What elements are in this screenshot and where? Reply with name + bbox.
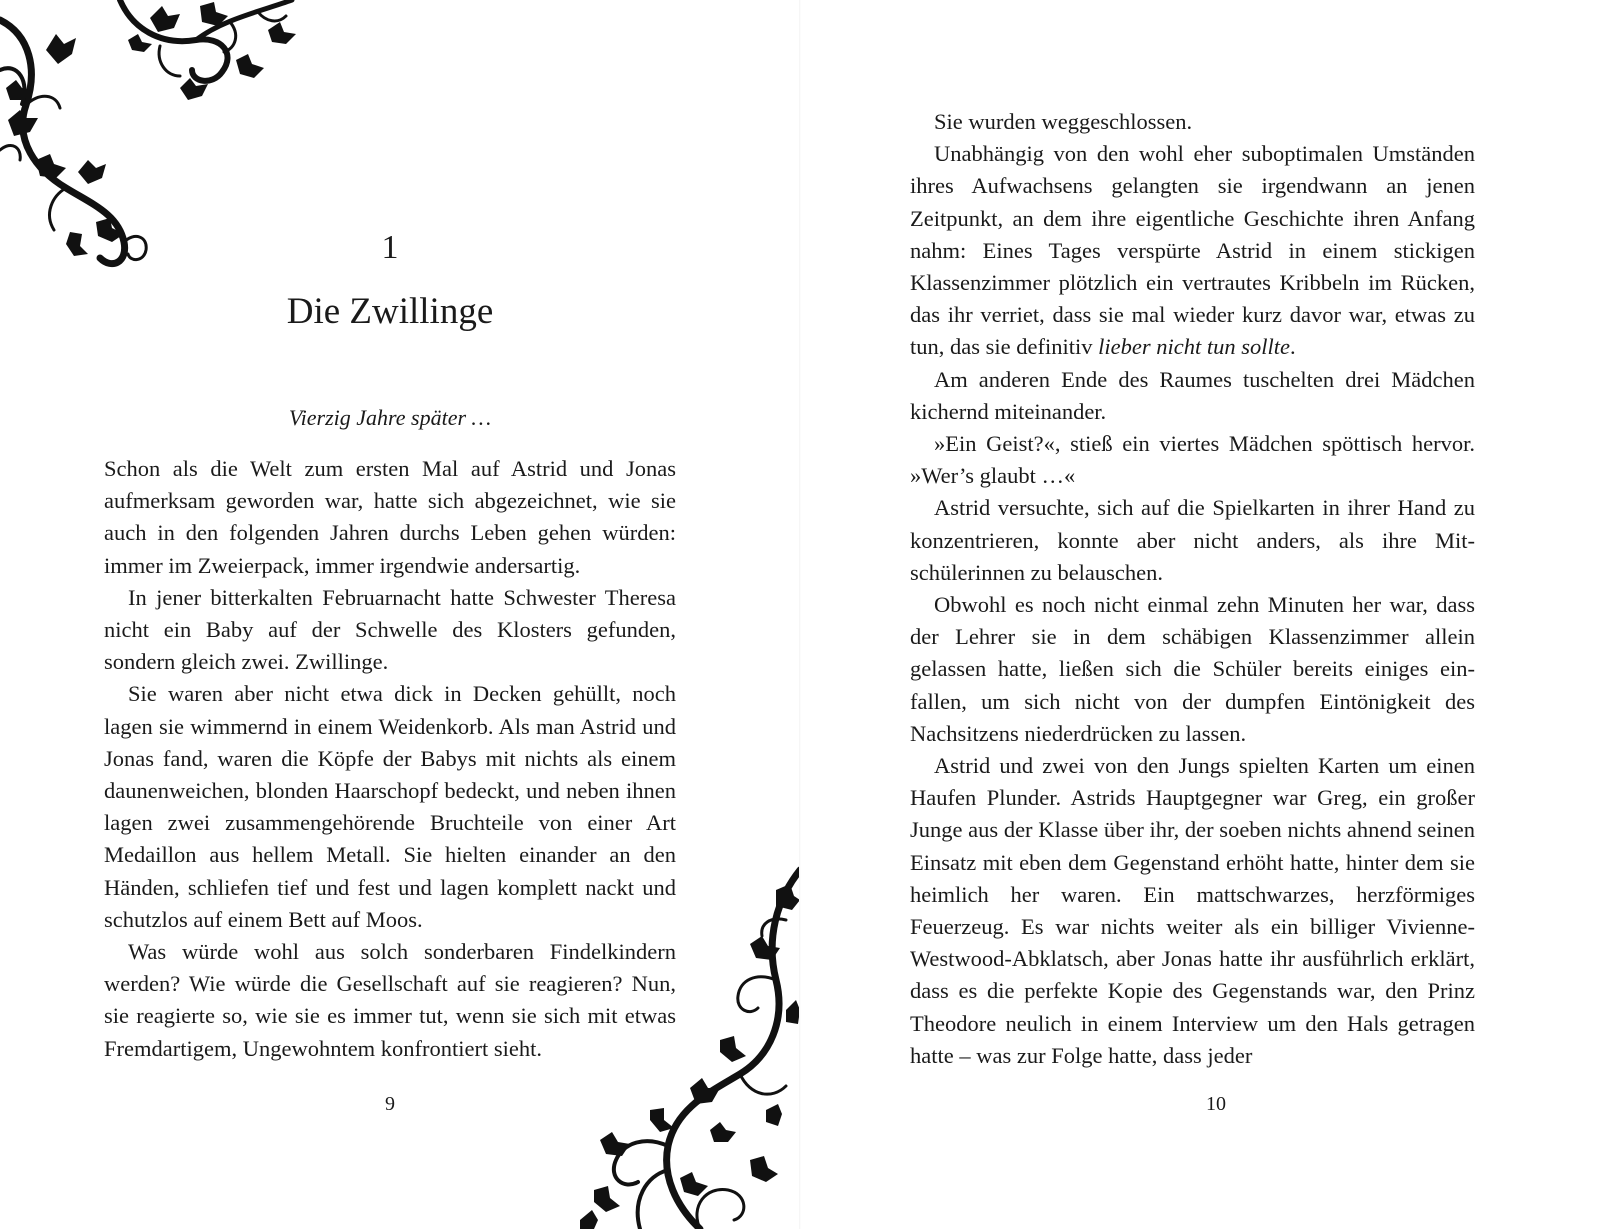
right-page-body xyxy=(910,106,1475,1072)
paragraph: Obwohl es noch nicht einmal zehn Minuten her war, dass der Lehrer sie in dem schäbigen Klassenzimmer allein gelassen hatte, ließen sich die Schüler bereits einiges einfallen, um sich nicht von der dumpfen Eintönigkeit des Nachsitzens niederdrücken zu lassen. xyxy=(910,592,1475,746)
right-page xyxy=(800,0,1600,1229)
paragraph: Was würde wohl aus solch sonderbaren Findelkindern werden? Wie würde die Gesellschaft auf sie reagieren? Nun, sie reagierte so, wie sie es immer tut, wenn sie sich mit etwas Fremdartigem, Ungewohntem konfrontiert sieht. xyxy=(104,939,676,1061)
chapter-title: Die Zwillinge xyxy=(286,291,494,332)
paragraph: Schon als die Welt zum ersten Mal auf Astrid und Jonas aufmerksam geworden war, hatte sich abgezeichnet, wie sie auch in den folgenden Jahren durchs Leben gehen würden: immer im Zweierpack, immer irgendwie andersartig. xyxy=(104,456,676,578)
paragraph: Sie wurden weggeschlossen. xyxy=(934,109,1193,134)
paragraph: Astrid versuchte, sich auf die Spielkarten in ihrer Hand zu konzentrieren, konnte aber nicht anders, als ihre Mitschülerinnen zu belauschen. xyxy=(910,495,1475,585)
chapter-number: 1 xyxy=(381,229,399,266)
paragraph-text: . xyxy=(1289,334,1296,360)
paragraph: Am anderen Ende des Raumes tuschelten drei Mädchen kichernd miteinander. xyxy=(910,366,1475,424)
paragraph xyxy=(910,138,1475,363)
paragraph: Astrid und zwei von den Jungs spielten Karten um einen Haufen Plunder. Astrids Hauptgegner war Greg, ein großer Junge aus der Klasse über ihr, der soeben nichts ahnend seinen Einsatz mit eben dem Gegenstand erhöht hatte, hinter dem sie heimlich her waren. Ein mattschwarzes, herzförmiges Feuerzeug. Es war nichts weiter als ein billiger Vivienne-Westwood-Abklatsch, aber Jonas hatte ihr ausführlich erklärt, dass es die perfekte Kopie des Gegenstands war, den Prinz Theodore neulich in einem Interview um den Hals getragen hatte – was zur Folge hatte, dass jeder xyxy=(910,753,1475,1068)
paragraph: »Ein Geist?«, stieß ein viertes Mädchen spöttisch hervor. »Wer’s glaubt …« xyxy=(910,431,1475,489)
page-number: 9 xyxy=(385,1093,395,1115)
ivy-vine-ornament-bottom xyxy=(580,860,800,1229)
page-number: 10 xyxy=(1206,1093,1226,1115)
paragraph: In jener bitterkalten Februarnacht hatte Schwester Theresa nicht ein Baby auf der Schwelle des Klosters gefunden, sondern gleich zwei. Zwillinge. xyxy=(104,584,676,675)
emphasis-text: lieber nicht tun sollte xyxy=(1098,334,1290,360)
chapter-epigraph: Vierzig Jahre später … xyxy=(288,405,492,430)
paragraph-text: Unabhängig von den wohl eher suboptimalen Umständen ihres Aufwachsens gelangten sie irgendwann an jenen Zeitpunkt, an dem ihre eigentliche Geschichte ihren Anfang nahm: Eines Tages verspürte Astrid in einem stickigen Klassenzimmer plötzlich ein vertrautes Kribbeln im Rücken, das ihr verriet, dass sie mal wieder kurz davor war, etwas zu tun, das sie definitiv xyxy=(910,141,1475,360)
paragraph: Sie waren aber nicht etwa dick in Decken gehüllt, noch lagen sie wimmernd in einem Weidenkorb. Als man Astrid und Jonas fand, waren die Köpfe der Babys mit nichts als einem daunenweichen, blonden Haarschopf bedeckt, und neben ihnen lagen zwei zusammengehörende Bruchteile von einer Art Medaillon aus hellem Metall. Sie hielten einander an den Händen, schliefen tief und fest und lagen komplett nackt und schutzlos auf einem Bett auf Moos. xyxy=(104,681,676,932)
